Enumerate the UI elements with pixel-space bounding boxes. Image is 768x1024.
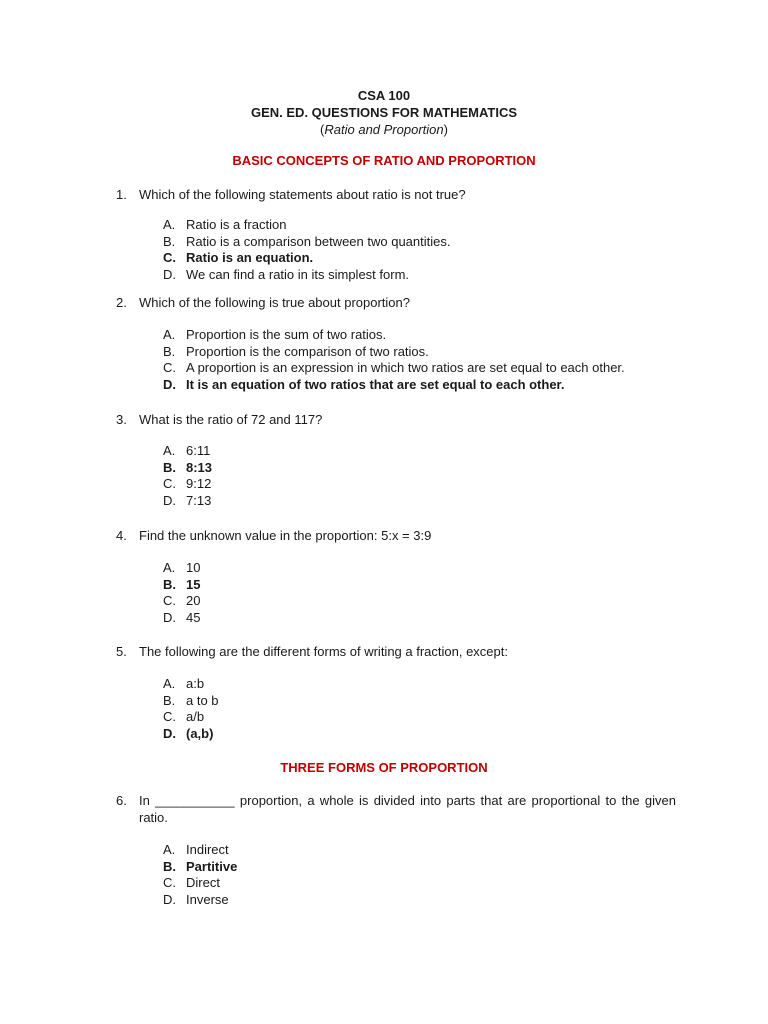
option-1d: D. We can find a ratio in its simplest form. [163,266,410,282]
option-6b-correct: B. Partitive [163,858,238,874]
option-3d: D. 7:13 [163,492,212,508]
option-6a: A. Indirect [163,842,229,857]
option-2d-correct: D. It is an equation of two ratios that are set equal to each other. [163,376,565,392]
document-header [0,87,768,138]
question-text: Which of the following is true about proportion? [139,295,410,310]
option-4a: A. 10 [163,560,201,575]
option-5a: A. a:b [163,676,205,691]
option-2a: A. Proportion is the sum of two ratios. [163,327,387,342]
question-1 [116,186,676,203]
question-text: What is the ratio of 72 and 117? [139,412,323,427]
options-question-3 [163,443,212,509]
question-text: Which of the following statements about ratio is not true? [139,187,466,202]
question-5 [116,643,676,660]
option-5b: B. a to b [163,692,219,708]
option-4b-correct: B. 15 [163,576,201,592]
question-number: 5. [116,644,127,659]
options-question-4 [163,560,200,626]
section-title-basic-concepts: BASIC CONCEPTS OF RATIO AND PROPORTION [232,153,536,168]
subtitle-topic: Ratio and Proportion [324,122,444,137]
question-number: 6. [116,793,127,808]
option-3b-correct: B. 8:13 [163,459,213,475]
option-4c: C. 20 [163,593,201,608]
section-title-three-forms: THREE FORMS OF PROPORTION [280,760,488,775]
option-1b: B. Ratio is a comparison between two quantities. [163,233,451,249]
document-subtitle: (Ratio and Proportion) [320,122,448,137]
options-question-5 [163,676,219,742]
option-5d-correct: D. (a,b) [163,725,214,741]
option-1c-correct: C. Ratio is an equation. [163,250,314,265]
option-1a: A. Ratio is a fraction [163,217,287,232]
course-code: CSA 100 [357,88,411,103]
option-3c: C. 9:12 [163,476,212,491]
question-number: 4. [116,528,127,543]
question-text: The following are the different forms of writing a fraction, except: [139,644,508,659]
options-question-6 [163,842,237,908]
question-4 [116,527,676,544]
question-number: 1. [116,187,127,202]
option-3a: A. 6:11 [163,443,211,458]
question-text: In ___________ proportion, a whole is divided into parts that are proportional to the given ratio. [139,793,676,825]
option-6d: D. Inverse [163,891,229,907]
options-question-1 [163,217,450,283]
question-2 [116,294,676,311]
document-title: GEN. ED. QUESTIONS FOR MATHEMATICS [250,105,518,120]
option-2b: B. Proportion is the comparison of two ratios. [163,343,429,359]
option-5c: C. a/b [163,709,205,724]
options-question-2 [163,327,625,393]
option-2c: C. A proportion is an expression in which two ratios are set equal to each other. [163,360,625,375]
question-6 [116,792,676,826]
question-number: 2. [116,295,127,310]
question-number: 3. [116,412,127,427]
option-6c: C. Direct [163,875,220,890]
option-4d: D. 45 [163,609,201,625]
question-3 [116,411,676,428]
question-text: Find the unknown value in the proportion: 5:x = 3:9 [139,528,432,543]
